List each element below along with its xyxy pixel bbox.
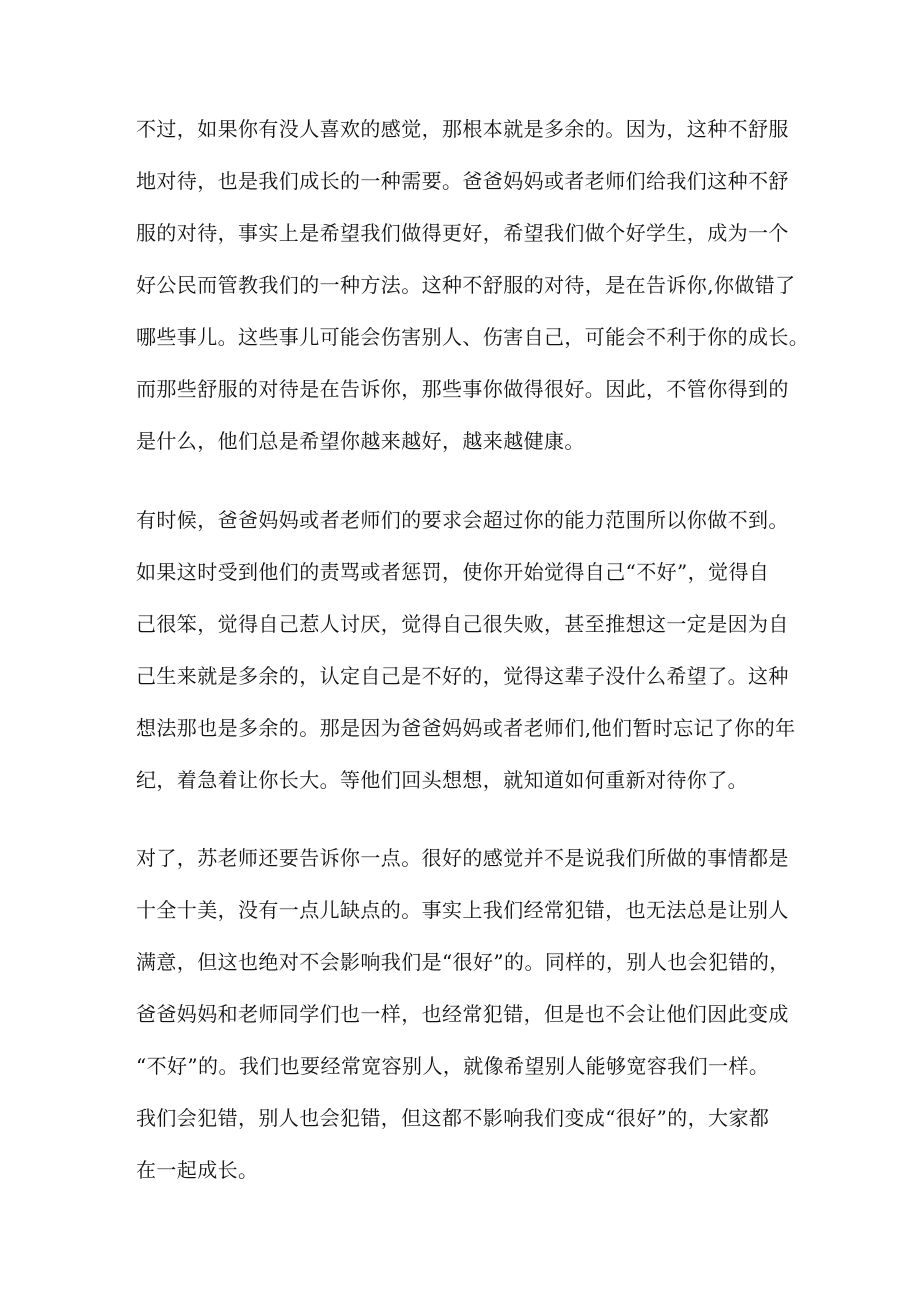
- paragraph-line: 哪些事儿。这些事儿可能会伤害别人、伤害自己，可能会不利于你的成长。: [136, 325, 810, 349]
- paragraph-line: 有时候，爸爸妈妈或者老师们的要求会超过你的能力范围所以你做不到。: [136, 508, 789, 532]
- paragraph-line: 纪，着急着让你长大。等他们回头想想，就知道如何重新对待你了。: [136, 768, 748, 792]
- paragraph-line: 好公民而管教我们的一种方法。这种不舒服的对待，是在告诉你,你做错了: [136, 273, 796, 297]
- paragraph-1: [136, 103, 810, 467]
- paragraph-line: 如果这时受到他们的责骂或者惩罚，使你开始觉得自己“不好”，觉得自: [136, 560, 770, 584]
- paragraph-2: [136, 494, 796, 806]
- paragraph-line: 对了，苏老师还要告诉你一点。很好的感觉并不是说我们所做的事情都是: [136, 846, 789, 870]
- paragraph-line: 地对待，也是我们成长的一种需要。爸爸妈妈或者老师们给我们这种不舒: [136, 169, 789, 193]
- paragraph-line: 己生来就是多余的，认定自己是不好的，觉得这辈子没什么希望了。这种: [136, 664, 789, 688]
- paragraph-line: 十全十美，没有一点儿缺点的。事实上我们经常犯错，也无法总是让别人: [136, 898, 789, 922]
- paragraph-line: 爸爸妈妈和老师同学们也一样，也经常犯错，但是也不会让他们因此变成: [136, 1002, 789, 1026]
- paragraph-line: 在一起成长。: [136, 1158, 259, 1182]
- paragraph-line: “不好”的。我们也要经常宽容别人，就像希望别人能够宽容我们一样。: [136, 1054, 770, 1078]
- paragraph-line: 而那些舒服的对待是在告诉你，那些事你做得很好。因此，不管你得到的: [136, 377, 789, 401]
- paragraph-line: 是什么，他们总是希望你越来越好，越来越健康。: [136, 429, 585, 453]
- paragraph-3: [136, 832, 796, 1196]
- paragraph-line: 想法那也是多余的。那是因为爸爸妈妈或者老师们,他们暂时忘记了你的年: [136, 716, 796, 740]
- paragraph-line: 不过，如果你有没人喜欢的感觉，那根本就是多余的。因为，这种不舒服: [136, 117, 789, 141]
- paragraph-line: 己很笨，觉得自己惹人讨厌，觉得自己很失败，甚至推想这一定是因为自: [136, 612, 789, 636]
- paragraph-line: 服的对待，事实上是希望我们做得更好，希望我们做个好学生，成为一个: [136, 221, 789, 245]
- paragraph-line: 满意，但这也绝对不会影响我们是“很好”的。同样的，别人也会犯错的，: [136, 950, 790, 974]
- paragraph-line: 我们会犯错，别人也会犯错，但这都不影响我们变成“很好”的，大家都: [136, 1106, 770, 1130]
